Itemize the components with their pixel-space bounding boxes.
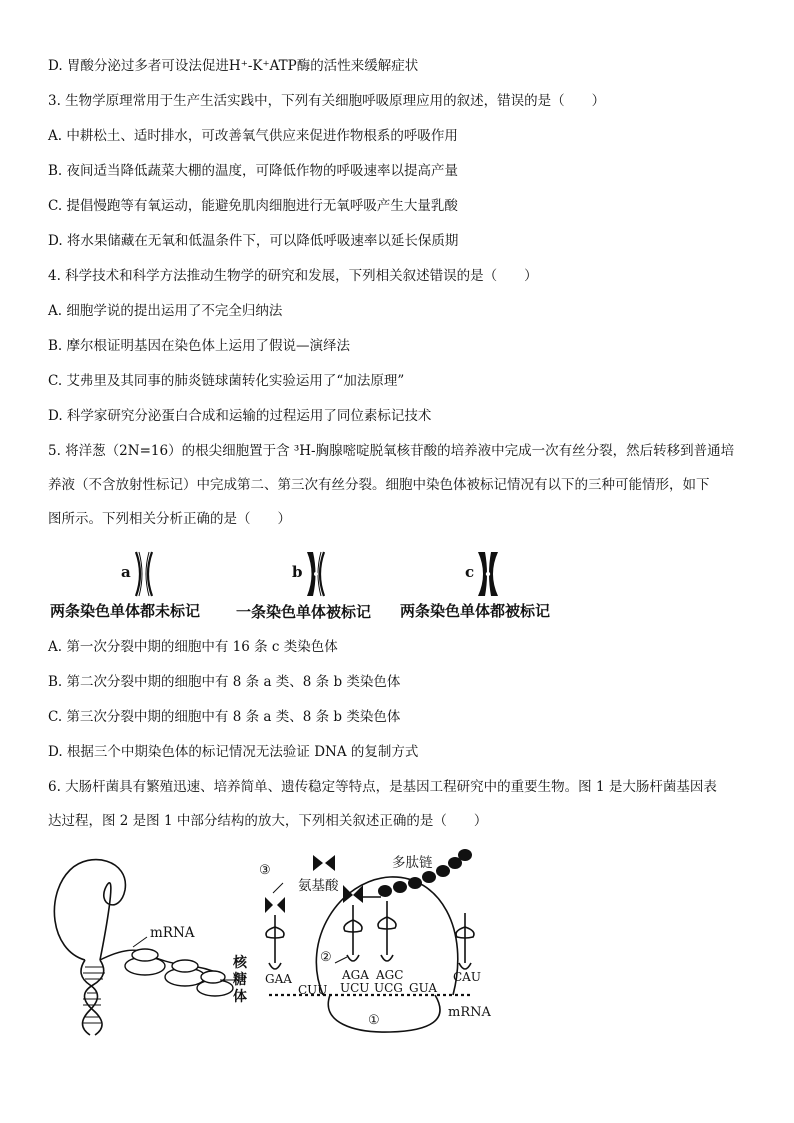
figure-chromosomes	[0, 545, 794, 625]
figure-1-ribosome-label: 核 糖 体	[233, 955, 247, 1005]
chromosome-a-caption: 两条染色单体都未标记	[50, 602, 201, 620]
figure-2-polypeptide-label: 多肽链	[392, 855, 433, 871]
question-3-stem: 3. 生物学原理常用于生产生活实践中，下列有关细胞呼吸原理应用的叙述，错误的是（ ）	[48, 93, 606, 109]
trna-3	[378, 901, 396, 961]
question-5-option-b: B. 第二次分裂中期的细胞中有 8 条 a 类、8 条 b 类染色体	[48, 674, 401, 690]
option-3-prev-d: D. 胃酸分泌过多者可设法促进H⁺-K⁺ATP酶的活性来缓解症状	[48, 58, 419, 74]
amino-acid-on-trna-2	[343, 885, 363, 903]
figure-1-mrna-label: mRNA	[150, 925, 195, 941]
mrna-label-leader	[133, 937, 147, 947]
marker-2-leader	[335, 957, 347, 963]
anticodon-3: AGC	[376, 968, 404, 982]
dna-helix-strand-2	[85, 960, 104, 1035]
anticodon-2: AGA	[342, 968, 369, 982]
trna-1	[266, 915, 284, 969]
question-4-option-b: B. 摩尔根证明基因在染色体上运用了假说—演绎法	[48, 338, 351, 354]
question-4-option-d: D. 科学家研究分泌蛋白合成和运输的过程运用了同位素标记技术	[48, 408, 432, 424]
question-5-stem-line-3: 图所示。下列相关分析正确的是（ ）	[48, 511, 291, 527]
question-3-option-d: D. 将水果储藏在无氧和低温条件下，可以降低呼吸速率以延长保质期	[48, 233, 459, 249]
figure-1-gene-expression	[45, 855, 255, 1040]
figure-2-marker-3: ③	[259, 863, 271, 878]
amino-acid-1-icon	[265, 897, 285, 913]
figure-2-mrna-label: mRNA	[448, 1005, 491, 1020]
chromosome-b-caption: 一条染色单体被标记	[236, 603, 372, 621]
ribosome-small-subunit	[328, 995, 440, 1032]
chromosome-a-letter: a	[121, 563, 131, 581]
question-5-option-c: C. 第三次分裂中期的细胞中有 8 条 a 类、8 条 b 类染色体	[48, 709, 401, 725]
figure-2-marker-2: ②	[320, 950, 332, 965]
mrna-codon-1: CUU	[298, 983, 328, 997]
mrna-codon-3: UCG	[374, 981, 403, 995]
mrna-codon-2: UCU	[340, 981, 370, 995]
question-5-stem-line-2: 养液（不含放射性标记）中完成第二、第三次有丝分裂。细胞中染色体被标记情况有以下的三种可能情形，如下	[48, 477, 710, 493]
question-3-option-b: B. 夜间适当降低蔬菜大棚的温度，可降低作物的呼吸速率以提高产量	[48, 163, 459, 179]
chromosome-b-icon	[305, 551, 327, 597]
anticodon-4: CAU	[453, 970, 481, 984]
question-5-stem-line-1: 5. 将洋葱（2N=16）的根尖细胞置于含 ³H-胸腺嘧啶脱氧核苷酸的培养液中完成一次有丝分裂，然后转移到普通培	[48, 443, 735, 459]
anticodon-1: GAA	[265, 972, 292, 986]
trna-2	[344, 905, 362, 961]
question-6-stem-line-2: 达过程，图 2 是图 1 中部分结构的放大，下列相关叙述正确的是（ ）	[48, 813, 488, 829]
chromosome-c-caption: 两条染色单体都被标记	[400, 602, 551, 620]
question-3-option-a: A. 中耕松土、适时排水，可改善氧气供应来促进作物根系的呼吸作用	[48, 128, 458, 144]
chromosome-c-letter: c	[465, 563, 475, 581]
question-5-option-a: A. 第一次分裂中期的细胞中有 16 条 c 类染色体	[48, 639, 338, 655]
question-5-option-d: D. 根据三个中期染色体的标记情况无法验证 DNA 的复制方式	[48, 744, 419, 760]
question-4-option-a: A. 细胞学说的提出运用了不完全归纳法	[48, 303, 283, 319]
question-4-option-c: C. 艾弗里及其同事的肺炎链球菌转化实验运用了“加法原理”	[48, 373, 405, 389]
chromosome-a-icon	[133, 551, 155, 597]
chromosome-c-icon	[477, 551, 499, 597]
dna-loop	[54, 860, 125, 960]
amino-acid-free-icon	[313, 855, 335, 871]
trna-4	[456, 913, 474, 969]
question-3-option-c: C. 提倡慢跑等有氧运动，能避免肌肉细胞进行无氧呼吸产生大量乳酸	[48, 198, 458, 214]
chromosome-b-letter: b	[292, 563, 303, 581]
ribosomes	[125, 949, 233, 996]
mrna-codon-4: GUA	[409, 981, 437, 995]
question-4-stem: 4. 科学技术和科学方法推动生物学的研究和发展，下列相关叙述错误的是（ ）	[48, 268, 538, 284]
dna-helix-strand-1	[81, 960, 98, 1035]
figure-2-amino-acid-label: 氨基酸	[298, 878, 339, 894]
question-6-stem-line-1: 6. 大肠杆菌具有繁殖迅速、培养简单、遗传稳定等特点，是基因工程研究中的重要生物。图 1 是大肠杆菌基因表	[48, 779, 717, 795]
figure-2-marker-1: ①	[368, 1013, 380, 1028]
